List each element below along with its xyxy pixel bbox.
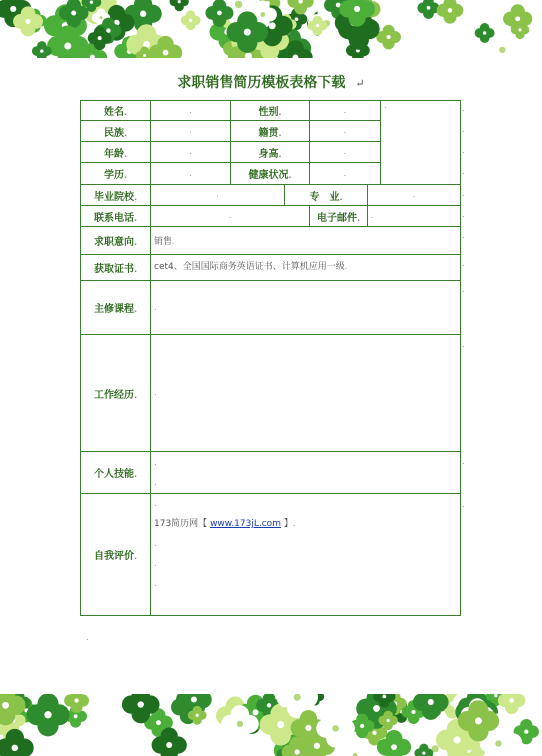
- health-value-cell[interactable]: .: [310, 163, 381, 185]
- clover-icon: [170, 0, 189, 11]
- document-title-text: 求职销售简历模板表格下载: [177, 75, 346, 91]
- ethnicity-value-cell[interactable]: .: [151, 121, 231, 142]
- courses-label: 主修课程.: [81, 281, 151, 335]
- self-eval-label: 自我评价.: [81, 494, 151, 616]
- clover-decoration-icon: [0, 0, 542, 58]
- height-value-cell[interactable]: .: [310, 142, 381, 163]
- skills-value-cell[interactable]: . .: [151, 452, 461, 494]
- email-label: 电子邮件.: [310, 206, 368, 227]
- table-row: [81, 227, 461, 255]
- major-value-cell[interactable]: .: [368, 185, 461, 206]
- clover-decoration-icon: [0, 694, 542, 756]
- document-title: [0, 72, 542, 92]
- skills-label: 个人技能.: [81, 452, 151, 494]
- gender-label: 性别.: [231, 101, 310, 121]
- experience-label: 工作经历.: [81, 335, 151, 452]
- clover-icon: [437, 0, 464, 24]
- name-label: 姓名.: [81, 101, 151, 121]
- table-row: [81, 452, 461, 494]
- paragraph-mark-icon: ↵: [355, 77, 365, 90]
- experience-value-cell[interactable]: .: [151, 335, 461, 452]
- self-eval-value-cell[interactable]: . 173简历网【 www.173jL.com 】. . . .: [151, 494, 461, 616]
- courses-value-cell[interactable]: .: [151, 281, 461, 335]
- health-label: 健康状况.: [231, 163, 310, 185]
- table-row: [81, 101, 461, 121]
- objective-label: 求职意向.: [81, 227, 151, 255]
- native-place-label: 籍贯.: [231, 121, 310, 142]
- age-value-cell[interactable]: .: [151, 142, 231, 163]
- clover-border-top: [0, 0, 542, 58]
- native-place-value-cell[interactable]: .: [310, 121, 381, 142]
- school-value-cell[interactable]: .: [151, 185, 285, 206]
- major-label: 专 业.: [285, 185, 368, 206]
- certificates-label: 获取证书.: [81, 255, 151, 281]
- paragraph-mark: .: [86, 633, 89, 642]
- table-row: [81, 255, 461, 281]
- clover-icon: [341, 741, 369, 756]
- resume-table: [80, 100, 461, 616]
- objective-value-cell[interactable]: 销售.: [151, 227, 461, 255]
- table-row: [81, 281, 461, 335]
- name-value-cell[interactable]: .: [151, 101, 231, 121]
- email-value-cell[interactable]: .: [368, 206, 461, 227]
- photo-cell[interactable]: .: [381, 101, 461, 185]
- site-link[interactable]: www.173jL.com: [210, 519, 281, 529]
- education-value-cell[interactable]: .: [151, 163, 231, 185]
- clover-border-bottom: [0, 694, 542, 756]
- school-label: 毕业院校.: [81, 185, 151, 206]
- clover-icon: [376, 25, 401, 50]
- phone-value-cell[interactable]: .: [151, 206, 310, 227]
- clover-icon: [498, 694, 525, 714]
- height-label: 身高.: [231, 142, 310, 163]
- age-label: 年龄.: [81, 142, 151, 163]
- certificates-value-cell[interactable]: cet4、全国国际商务英语证书、计算机应用一级.: [151, 255, 461, 281]
- table-row: [81, 494, 461, 616]
- clover-icon: [417, 0, 439, 19]
- phone-label: 联系电话.: [81, 206, 151, 227]
- clover-icon: [26, 694, 69, 736]
- table-row: [81, 185, 461, 206]
- table-row: [81, 206, 461, 227]
- clover-icon: [181, 10, 201, 30]
- education-label: 学历.: [81, 163, 151, 185]
- clover-icon: [475, 23, 495, 43]
- table-row: [81, 335, 461, 452]
- self-eval-site-line: 173简历网【 www.173jL.com 】.: [154, 519, 296, 529]
- gender-value-cell[interactable]: .: [310, 101, 381, 121]
- ethnicity-label: 民族.: [81, 121, 151, 142]
